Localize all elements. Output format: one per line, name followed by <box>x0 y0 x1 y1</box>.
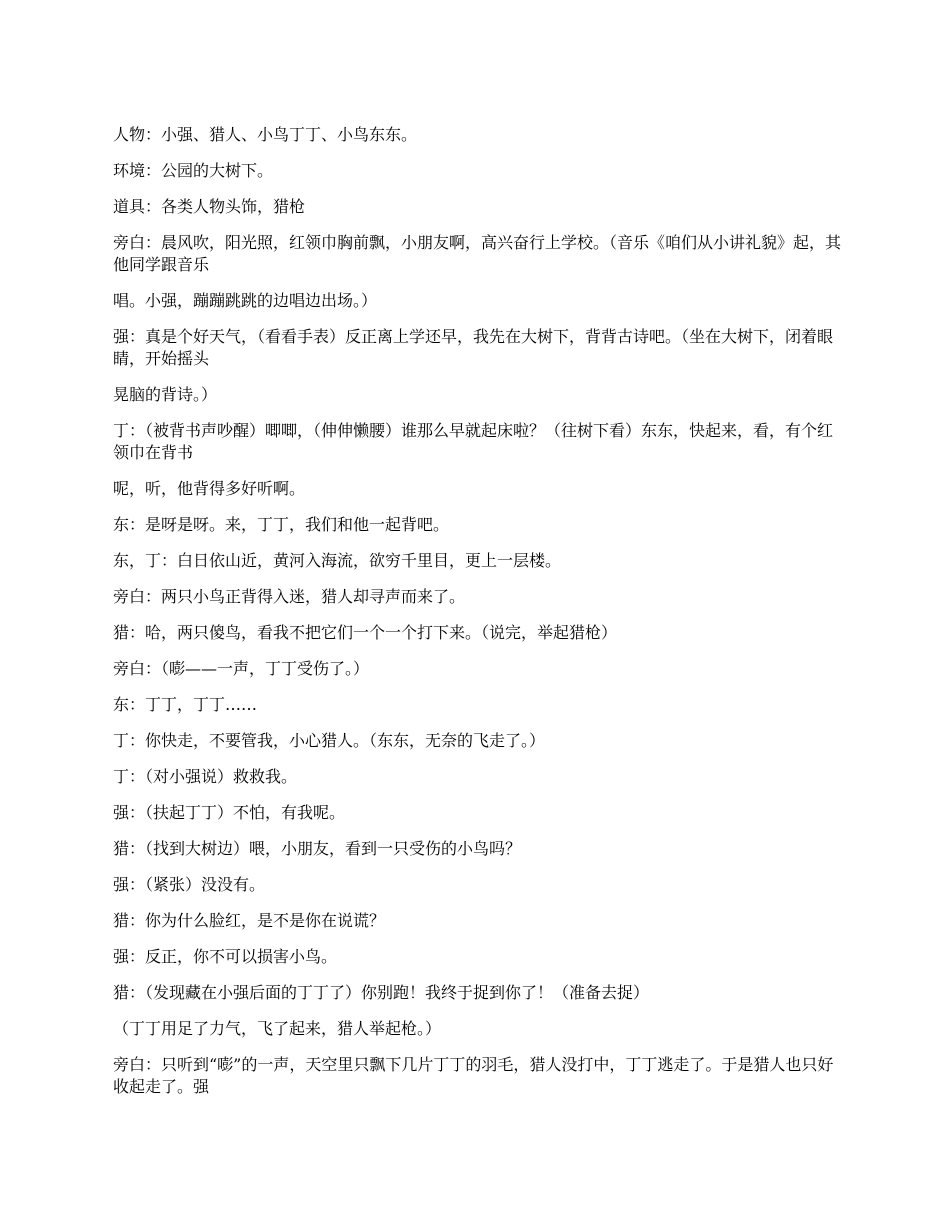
paragraph-qiang-line-2: 强：（扶起丁丁）不怕，有我呢。 <box>113 803 346 822</box>
paragraph-qiang-line-4: 强：反正，你不可以损害小鸟。 <box>113 947 338 966</box>
paragraph-narration-opening-cont: 唱。小强，蹦蹦跳跳的边唱边出场。） <box>113 291 378 310</box>
paragraph-narration-2: 旁白：两只小鸟正背得入迷，猎人却寻声而来了。 <box>113 587 466 606</box>
paragraph-narration-4: 旁白：只听到“嘭”的一声，天空里只飘下几片丁丁的羽毛，猎人没打中，丁丁逃走了。于是猎人也只好收起走了。强 <box>113 1055 834 1096</box>
paragraph-dong-line-1: 东：是呀是呀。来，丁丁，我们和他一起背吧。 <box>113 515 450 534</box>
paragraph-hunter-line-2: 猎：（找到大树边）喂，小朋友，看到一只受伤的小鸟吗？ <box>113 839 522 858</box>
paragraph-ding-line-1: 丁：（被背书声吵醒）唧唧，（伸伸懒腰）谁那么早就起床啦？（往树下看）东东，快起来，看，有个红领巾在背书 <box>113 421 834 462</box>
paragraph-hunter-line-3: 猎：你为什么脸红，是不是你在说谎？ <box>113 911 386 930</box>
paragraph-ding-line-1-cont: 呢，听，他背得多好听啊。 <box>113 479 306 498</box>
paragraph-dong-line-2: 东：丁丁，丁丁…… <box>113 695 258 714</box>
paragraph-qiang-line-3: 强：（紧张）没没有。 <box>113 875 266 894</box>
paragraph-narration-opening: 旁白：晨风吹，阳光照，红领巾胸前飘，小朋友啊，高兴奋行上学校。（音乐《咱们从小讲礼貌》起，其他同学跟音乐 <box>113 233 842 274</box>
paragraph-hunter-line-1: 猎：哈，两只傻鸟，看我不把它们一个一个打下来。（说完，举起猎枪） <box>113 623 618 642</box>
paragraph-props: 道具：各类人物头饰，猎枪 <box>113 197 306 216</box>
paragraph-setting: 环境：公园的大树下。 <box>113 161 274 180</box>
script-text <box>113 124 841 1112</box>
paragraph-hunter-line-4: 猎：（发现藏在小强后面的丁丁了）你别跑！我终于捉到你了！（准备去捉） <box>113 983 650 1002</box>
paragraph-ding-line-3: 丁：（对小强说）救救我。 <box>113 767 298 786</box>
paragraph-narration-3: 旁白：（嘭——一声，丁丁受伤了。） <box>113 659 370 678</box>
paragraph-characters: 人物：小强、猎人、小鸟丁丁、小鸟东东。 <box>113 125 418 144</box>
paragraph-stage-direction: （丁丁用足了力气，飞了起来，猎人举起枪。） <box>113 1019 442 1038</box>
paragraph-qiang-line-1: 强：真是个好天气，（看看手表）反正离上学还早，我先在大树下，背背古诗吧。（坐在大树下，闭着眼睛，开始摇头 <box>113 327 834 368</box>
paragraph-ding-line-2: 丁：你快走，不要管我，小心猎人。（东东，无奈的飞走了。） <box>113 731 546 750</box>
paragraph-poem: 东，丁：白日依山近，黄河入海流，欲穷千里目，更上一层楼。 <box>113 551 562 570</box>
paragraph-qiang-line-1-cont: 晃脑的背诗。） <box>113 385 218 404</box>
